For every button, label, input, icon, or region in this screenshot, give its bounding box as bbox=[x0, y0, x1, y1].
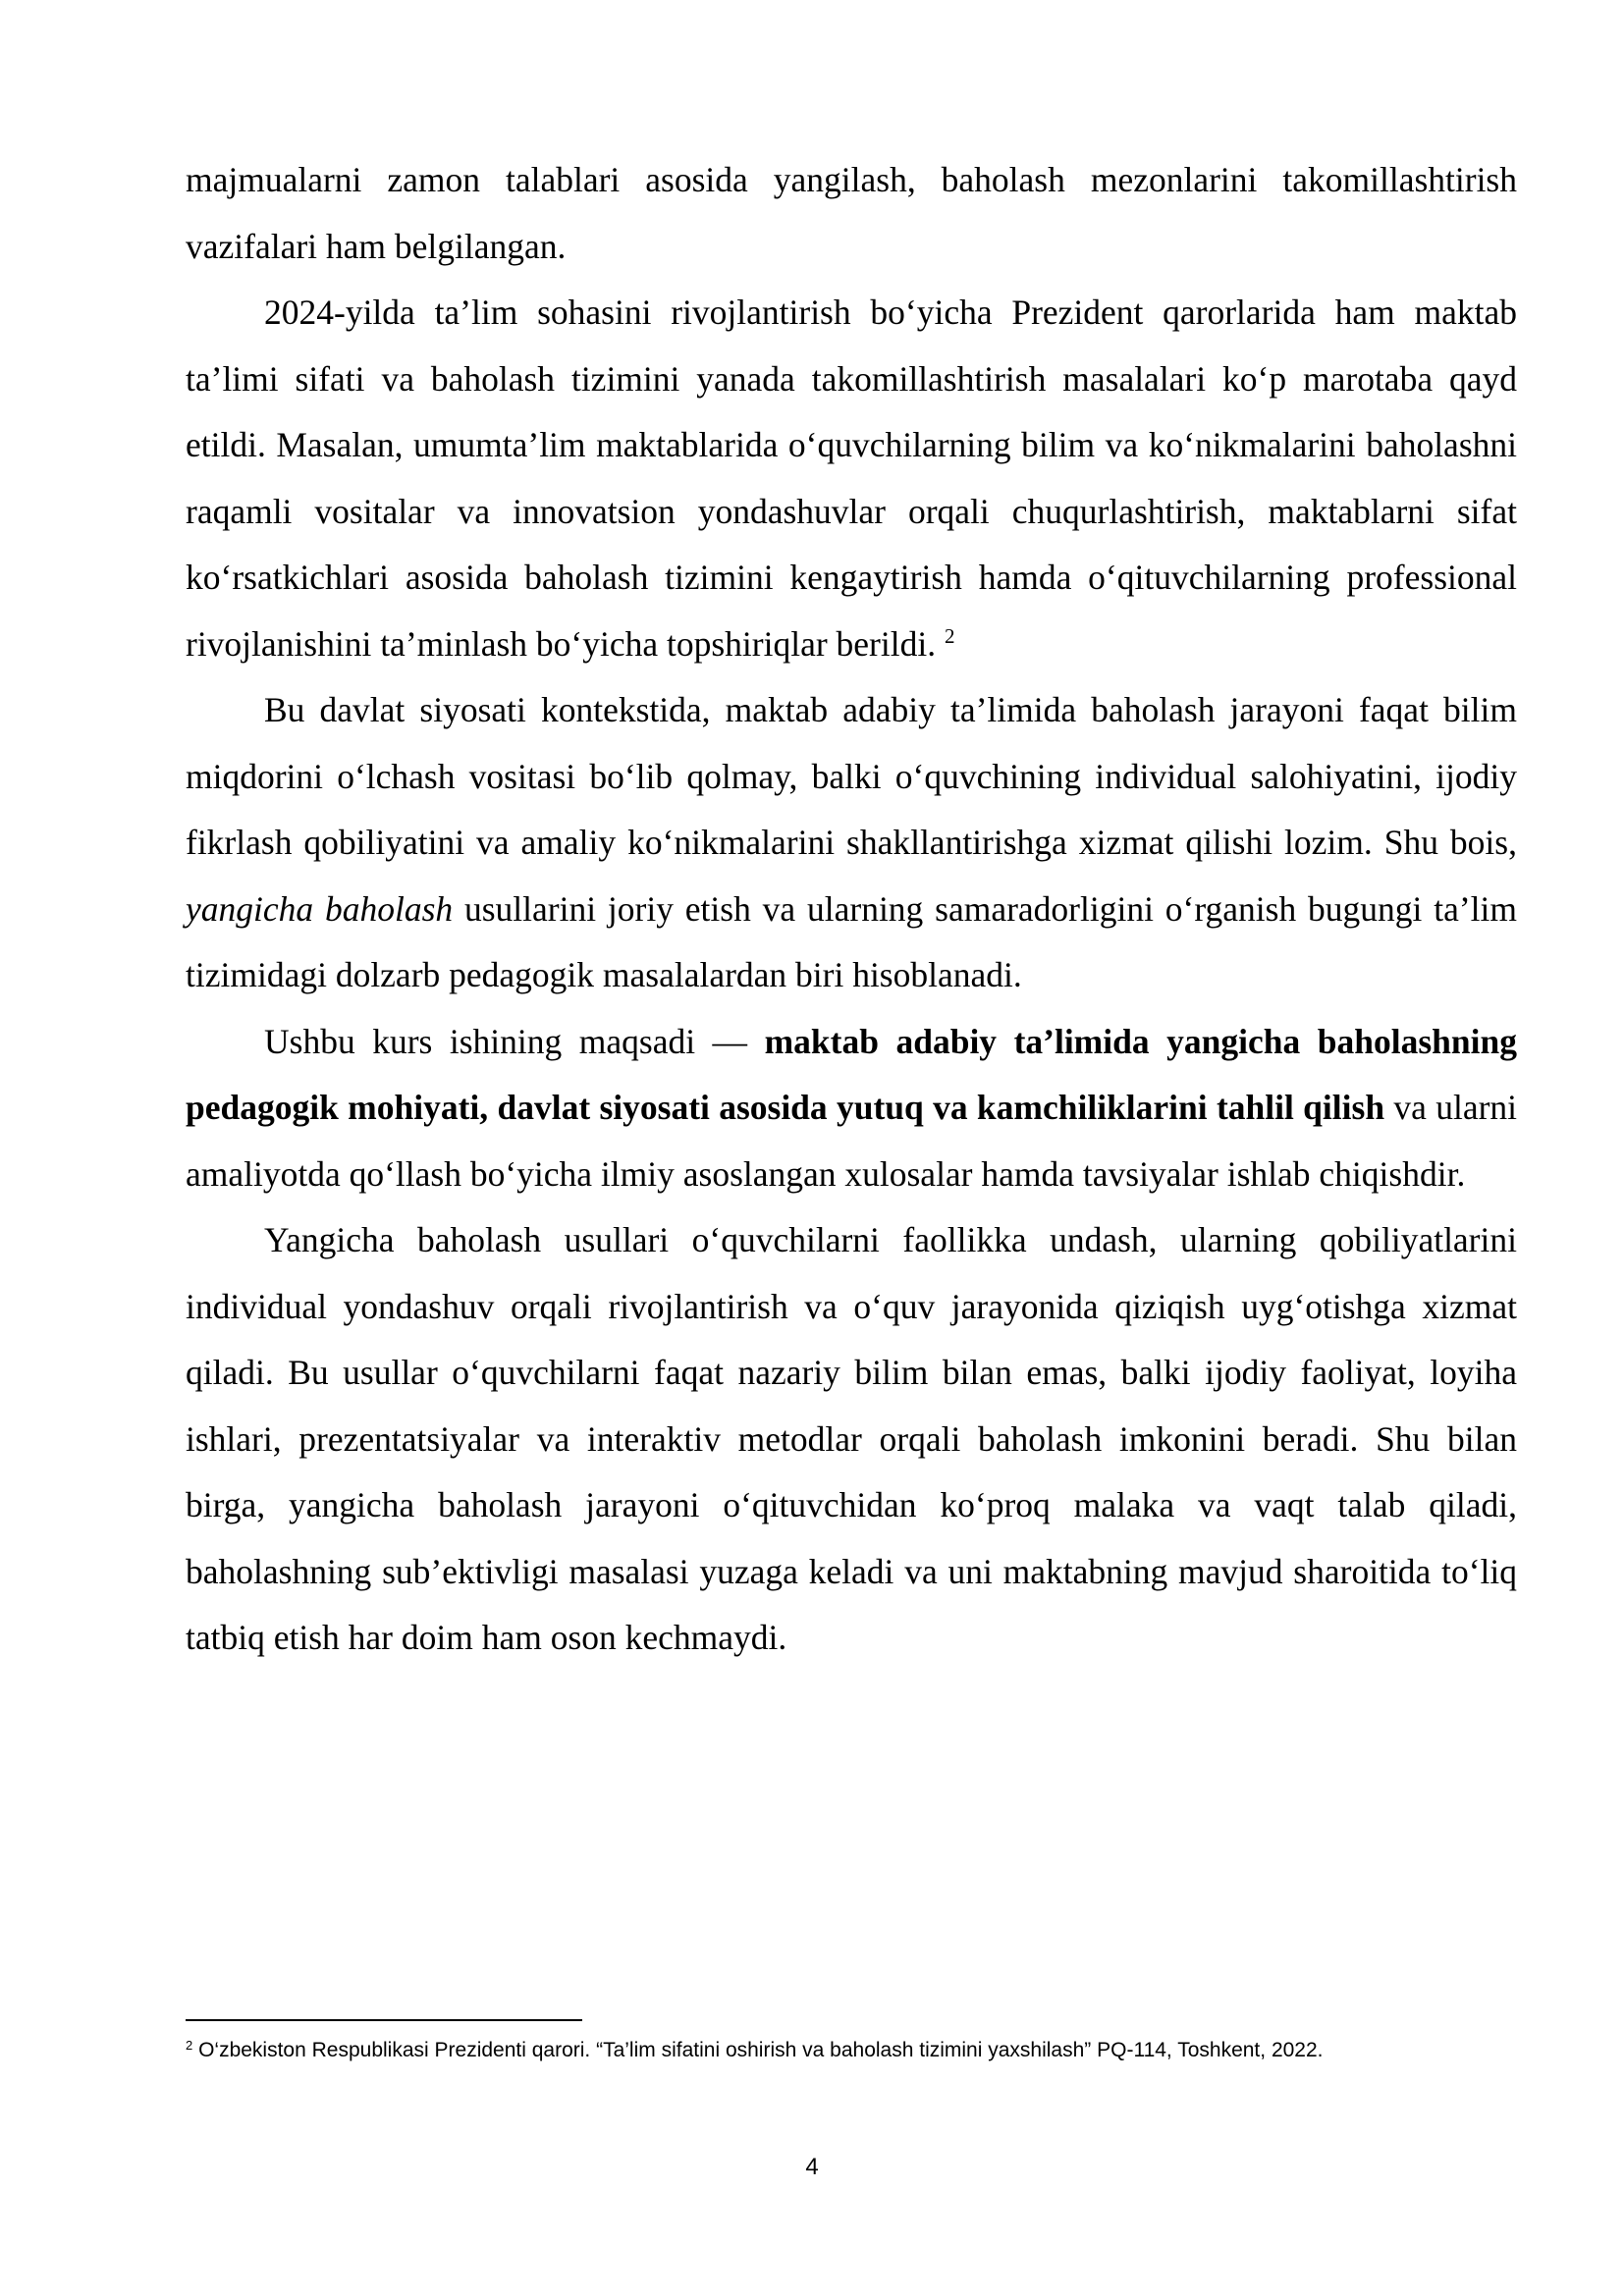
paragraph-1-text: majmualarni zamon talablari asosida yangilash, baholash mezonlarini takomillashtirish vazifalari ham belgilangan. bbox=[186, 160, 1517, 266]
paragraph-2 bbox=[186, 280, 1517, 677]
paragraph-4-text-after: va ularni amaliyotda qo‘llash bo‘yicha ilmiy asoslangan xulosalar hamda tavsiyalar ishlab chiqishdir. bbox=[186, 1088, 1518, 1194]
paragraph-3 bbox=[186, 677, 1517, 1009]
paragraph-3-italic-term: yangicha baholash bbox=[186, 888, 454, 929]
paragraph-4-bold-aim: maktab adabiy ta’limida yangicha baholashning pedagogik mohiyati, davlat siyosati asosida yutuq va kamchiliklarini tahlil qilish bbox=[186, 1021, 1517, 1127]
paragraph-5 bbox=[186, 1207, 1517, 1672]
body-text bbox=[186, 147, 1517, 1672]
footnote-mark: 2 bbox=[186, 2038, 193, 2053]
paragraph-4 bbox=[186, 1009, 1517, 1208]
footnote-separator bbox=[186, 2019, 582, 2021]
paragraph-4-text-before: Ushbu kurs ishining maqsadi — bbox=[264, 1021, 748, 1061]
footnote-text: O‘zbekiston Respublikasi Prezidenti qarori. “Ta’lim sifatini oshirish va baholash tizimini yaxshilash” PQ-114, Toshkent, 2022. bbox=[198, 2039, 1324, 2061]
paragraph-2-text: 2024-yilda ta’lim sohasini rivojlantirish bo‘yicha Prezident qarorlarida ham maktab ta’limi sifati va baholash tizimini yanada takomillashtirish masalalari ko‘p marotaba qayd etildi. Masalan, umumta’lim maktablarida o‘quvchilarning bilim va ko‘nikmalarini baholashni raqamli vositalar va innovatsion yondashuvlar orqali chuqurlashtirish, maktablarni sifat ko‘rsatkichlari asosida baholash tizimini kengaytirish hamda o‘qituvchilarning professional rivojlanishini ta’minlash bo‘yicha topshiriqlar berildi. bbox=[186, 293, 1517, 664]
paragraph-3-text-before: Bu davlat siyosati kontekstida, maktab adabiy ta’limida baholash jarayoni faqat bilim miqdorini o‘lchash vositasi bo‘lib qolmay, balki o‘quvchining individual salohiyatini, ijodiy fikrlash qobiliyatini va amaliy ko‘nikmalarini shakllantirishga xizmat qilishi lozim. Shu bois, bbox=[186, 690, 1517, 862]
footnote bbox=[186, 2035, 1517, 2066]
footnote-reference: 2 bbox=[944, 623, 955, 648]
paragraph-3-text-after: usullarini joriy etish va ularning samaradorligini o‘rganish bugungi ta’lim tizimidagi dolzarb pedagogik masalalardan biri hisoblanadi. bbox=[186, 888, 1517, 994]
paragraph-5-text: Yangicha baholash usullari o‘quvchilarni faollikka undash, ularning qobiliyatlarini individual yondashuv orqali rivojlantirish va o‘quv jarayonida qiziqish uyg‘otishga xizmat qiladi. Bu usullar o‘quvchilarni faqat nazariy bilim bilan emas, balki ijodiy faoliyat, loyiha ishlari, prezentatsiyalar va interaktiv metodlar orqali baholash imkonini beradi. Shu bilan birga, yangicha baholash jarayoni o‘qituvchidan ko‘proq malaka va vaqt talab qiladi, baholashning sub’ektivligi masalasi yuzaga keladi va uni maktabning mavjud sharoitida to‘liq tatbiq etish har doim ham oson kechmaydi. bbox=[186, 1220, 1517, 1657]
page-number: 4 bbox=[805, 2154, 819, 2180]
paragraph-1 bbox=[186, 147, 1517, 280]
